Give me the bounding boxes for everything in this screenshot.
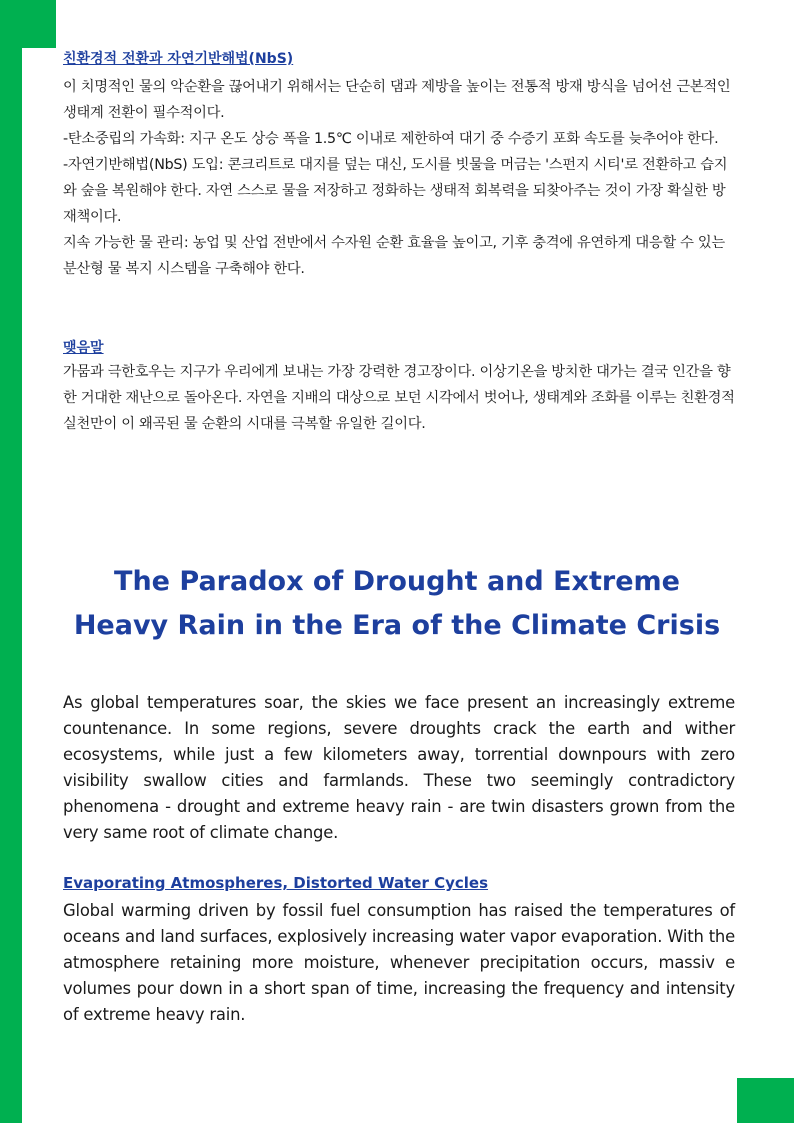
title-line: Heavy Rain in the Era of the Climate Crisis [73, 610, 721, 641]
section-body-conclusion [63, 359, 735, 437]
top-accent-block [22, 0, 56, 48]
page-title [22, 560, 772, 648]
left-accent-bar [0, 0, 22, 1123]
section-heading-nbs: 친환경적 전환과 자연기반해법(NbS) [63, 51, 294, 67]
paragraph: -자연기반해법(NbS) 도입: 콘크리트로 대지를 덮는 대신, 도시를 빗물을 머금는 '스펀지 시티'로 전환하고 습지와 숲을 복원해야 한다. 자연 스스로 물을 저장하고 정화하는 생태적 회복력을 되찾아주는 것이 가장 확실한 방재책이다. [63, 157, 728, 225]
paragraph: 지속 가능한 물 관리: 농업 및 산업 전반에서 수자원 순환 효율을 높이고, 기후 충격에 유연하게 대응할 수 있는 분산형 물 복지 시스템을 구축해야 한다. [63, 235, 725, 277]
section-heading-evaporating: Evaporating Atmospheres, Distorted Water Cycles [63, 874, 489, 892]
intro-paragraph: As global temperatures soar, the skies we face present an increasingly extreme countenance. In some regions, severe droughts crack the earth and wither ecosystems, while just a few kilometers away, torrential downpours with zero visibility swallow cities and farmlands. These two seemingly contradictory phenomena - drought and extreme heavy rain - are twin disasters grown from the very same root of climate change. [63, 693, 735, 842]
title-line: The Paradox of Drought and Extreme [114, 566, 680, 597]
section-body-evaporating: Global warming driven by fossil fuel consumption has raised the temperatures of oceans and land surfaces, explosively increasing water vapor evaporation. With the atmosphere retaining more moisture, whenever precipitation occurs, massiv e volumes pour down in a short span of time, increasing the frequency and intensity of extreme heavy rain. [63, 901, 735, 1024]
section-heading-conclusion: 맺음말 [63, 340, 104, 356]
paragraph: -탄소중립의 가속화: 지구 온도 상승 폭을 1.5℃ 이내로 제한하여 대기 중 수증기 포화 속도를 늦추어야 한다. [63, 131, 719, 147]
corner-accent-square [737, 1078, 794, 1123]
paragraph: 이 치명적인 물의 악순환을 끊어내기 위해서는 단순히 댐과 제방을 높이는 전통적 방재 방식을 넘어선 근본적인 생태계 전환이 필수적이다. [63, 79, 731, 121]
paragraph: 가뭄과 극한호우는 지구가 우리에게 보내는 가장 강력한 경고장이다. 이상기온을 방치한 대가는 결국 인간을 향한 거대한 재난으로 돌아온다. 자연을 지배의 대상으로 보던 시각에서 벗어나, 생태계와 조화를 이루는 친환경적 실천만이 이 왜곡된 물 순환의 시대를 극복할 유일한 길이다. [63, 364, 735, 432]
section-body-nbs [63, 74, 735, 282]
